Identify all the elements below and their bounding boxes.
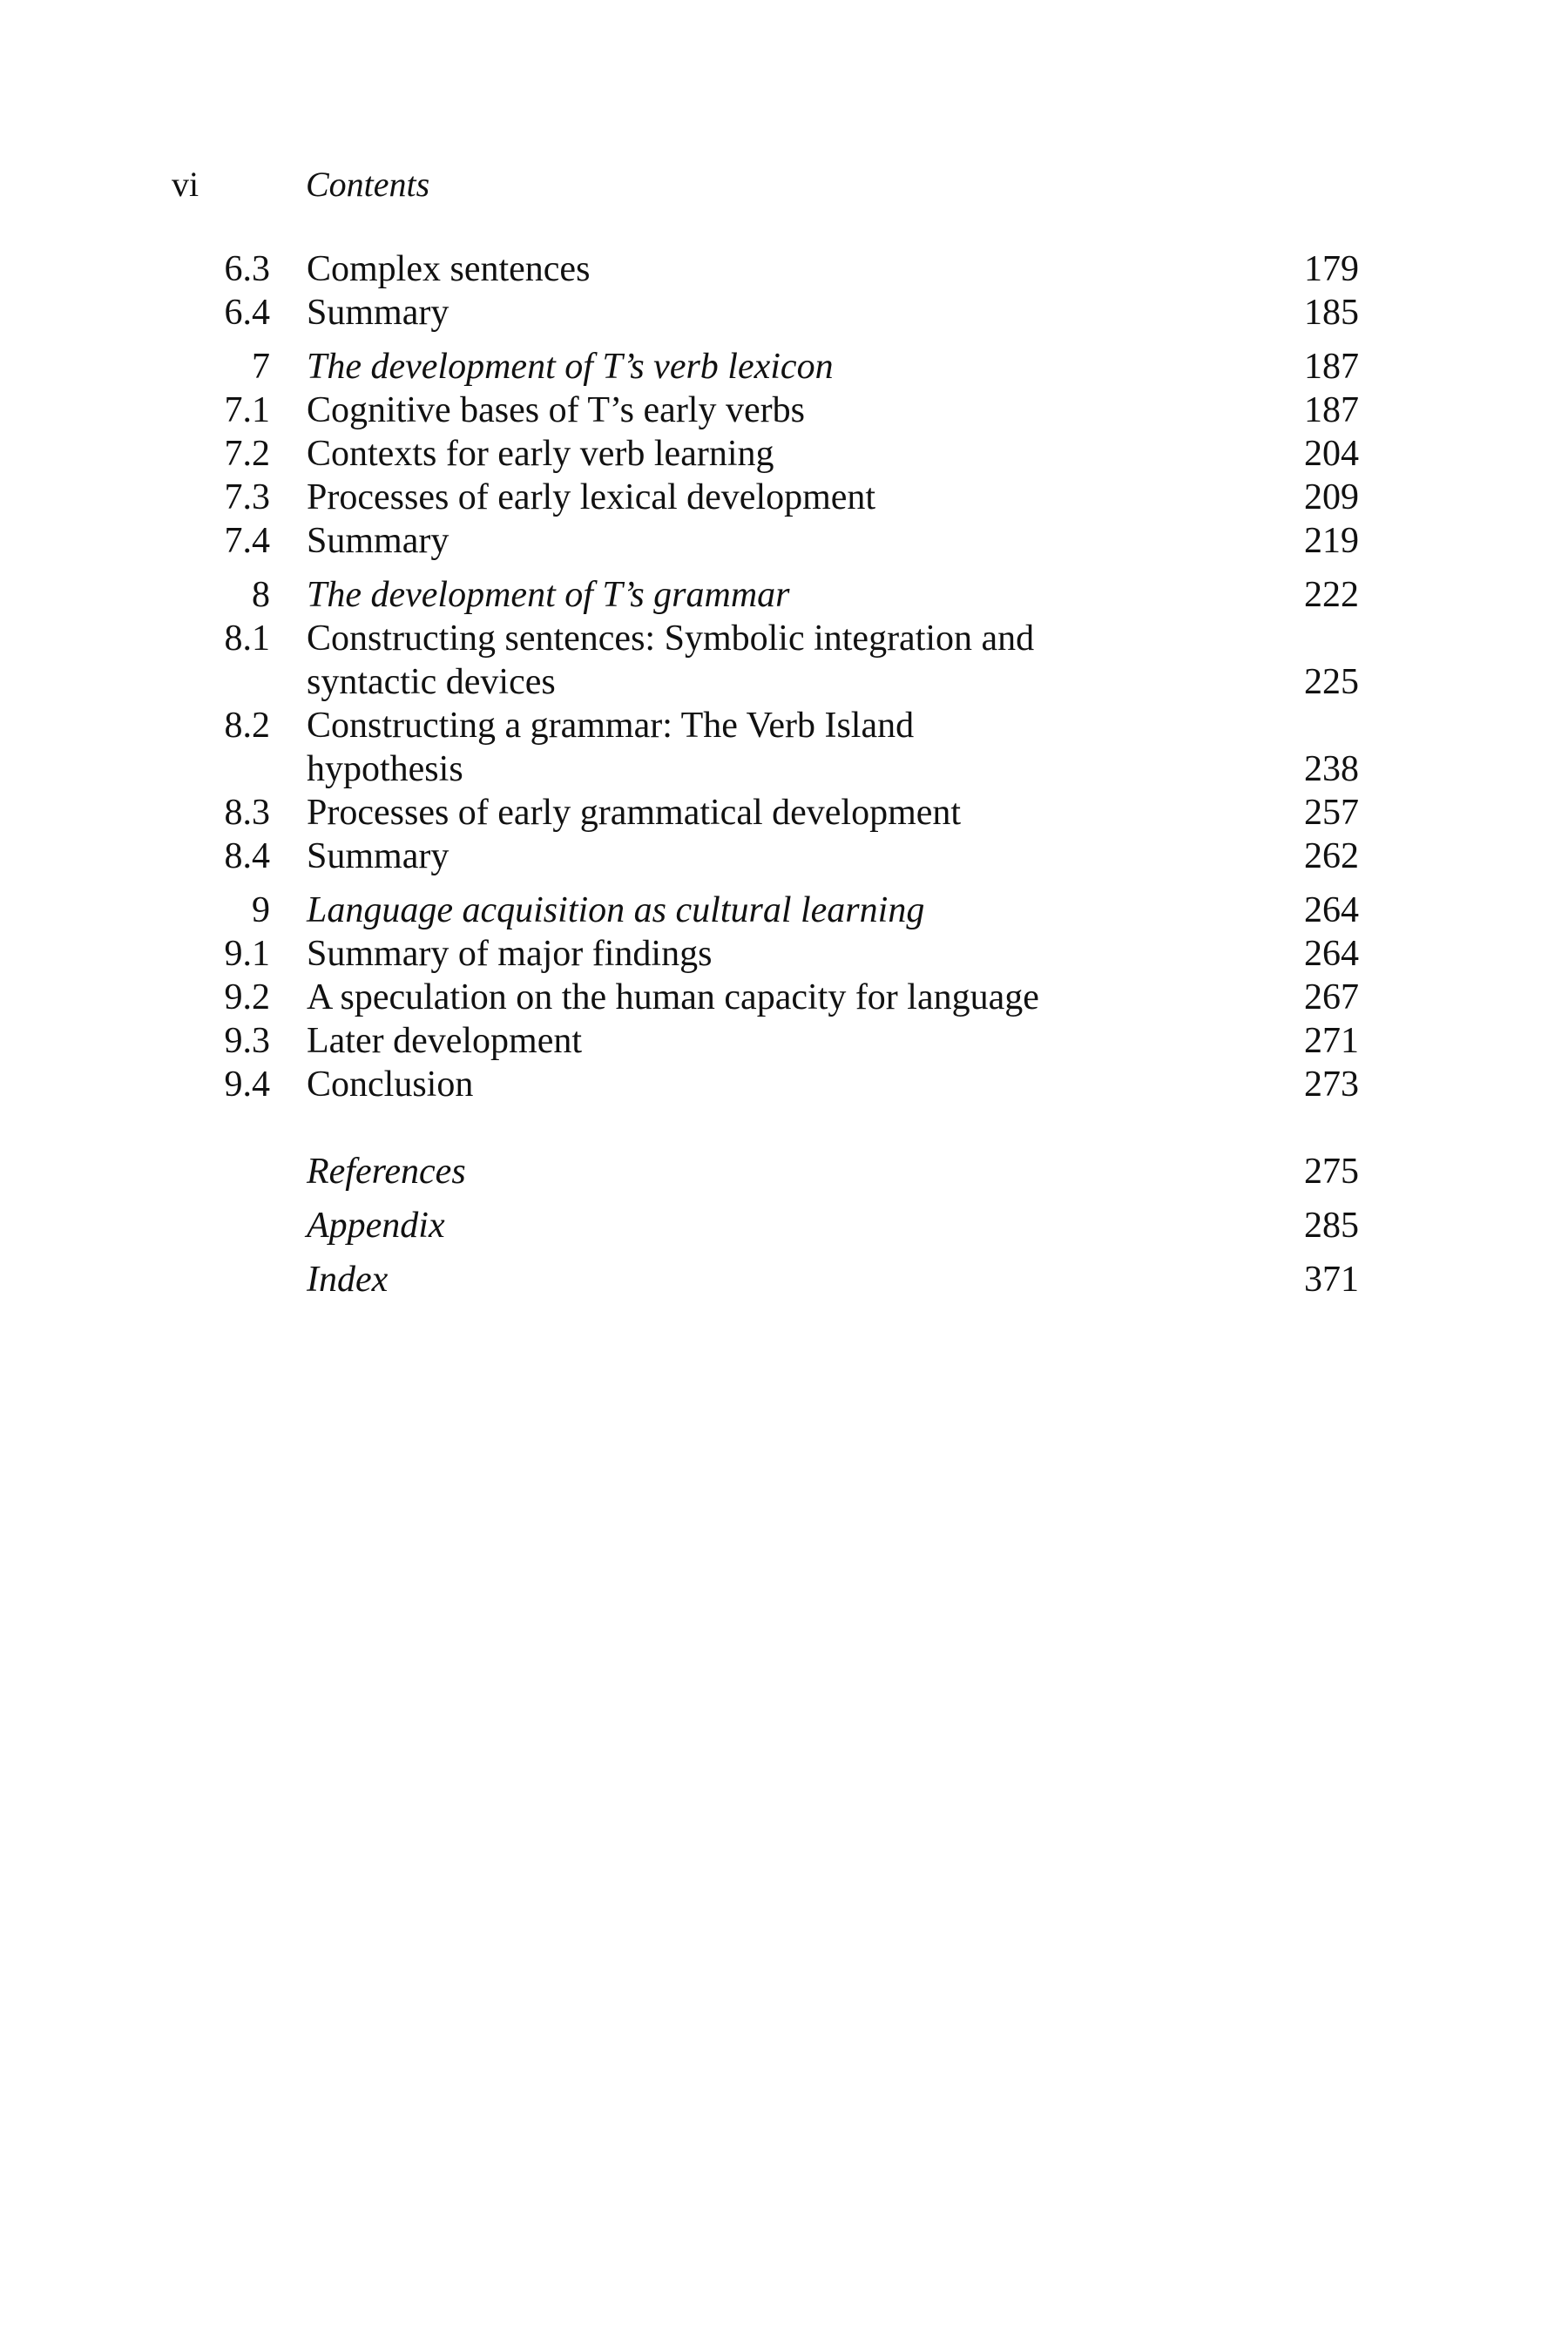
toc-references [174,1145,1359,1199]
section-number: 6.4 [224,293,270,333]
page-number: 238 [1304,749,1359,789]
page-number: 204 [1304,434,1359,474]
page-number: 264 [1304,890,1359,930]
section-number: 8.3 [224,793,270,833]
page-number: 371 [1304,1260,1359,1300]
section-title: Summary of major findings [307,934,713,974]
chapter-number: 9 [252,890,270,930]
toc-entry-8-3 [174,791,1359,835]
section-number: 9.3 [224,1021,270,1061]
section-title: Processes of early grammatical development [307,793,962,833]
section-title: Summary [307,293,449,333]
chapter-number: 7 [252,347,270,387]
toc-entry-8-2 [174,704,1359,791]
page-number: 275 [1304,1152,1359,1192]
chapter-title: The development of T’s grammar [307,575,790,615]
page-number: 222 [1304,575,1359,615]
backmatter-title: Appendix [307,1206,445,1246]
toc-entry-9-4 [174,1063,1359,1106]
page-folio: vi [172,165,199,204]
page-number: 219 [1304,521,1359,561]
section-number: 9.4 [224,1064,270,1105]
section-title: Processes of early lexical development [307,477,876,517]
section-title: Summary [307,836,449,876]
section-number: 7.2 [224,434,270,474]
section-number: 8.4 [224,836,270,876]
toc-entry-9-2 [174,976,1359,1019]
section-title: Cognitive bases of T’s early verbs [307,390,805,430]
toc-entry-7-1 [174,389,1359,432]
toc-entry-6-4 [174,291,1359,335]
section-title: Summary [307,521,449,561]
section-number: 7.3 [224,477,270,517]
toc-appendix [174,1199,1359,1253]
section-number: 8.1 [224,618,270,659]
section-number: 7.4 [224,521,270,561]
section-number: 9.1 [224,934,270,974]
toc-chapter-9 [174,889,1359,932]
page-number: 187 [1304,390,1359,430]
chapter-title: Language acquisition as cultural learning [307,890,925,930]
page-number: 273 [1304,1064,1359,1105]
toc-entry-8-1 [174,617,1359,704]
page-number: 285 [1304,1206,1359,1246]
chapter-number: 8 [252,575,270,615]
page-number: 264 [1304,934,1359,974]
section-title: Complex sentences [307,249,591,289]
toc-index [174,1253,1359,1307]
section-title: Contexts for early verb learning [307,434,774,474]
page-number: 187 [1304,347,1359,387]
page-number: 257 [1304,793,1359,833]
backmatter-title: Index [307,1260,389,1300]
section-number: 8.2 [224,706,270,746]
running-head-title: Contents [306,165,430,204]
toc-chapter-7 [174,345,1359,389]
toc-chapter-8 [174,573,1359,617]
page-number: 262 [1304,836,1359,876]
section-title: Later development [307,1021,583,1061]
chapter-title: The development of T’s verb lexicon [307,347,834,387]
table-of-contents [174,247,1359,1307]
toc-entry-7-3 [174,476,1359,519]
page-number: 271 [1304,1021,1359,1061]
toc-entry-6-3 [174,247,1359,291]
section-title: Constructing sentences: Symbolic integration and syntactic devices [307,618,1035,702]
page-number: 179 [1304,249,1359,289]
page-number: 185 [1304,293,1359,333]
toc-entry-8-4 [174,835,1359,878]
section-title: Constructing a grammar: The Verb Island hypothesis [307,706,915,789]
backmatter-title: References [307,1152,466,1192]
toc-entry-9-1 [174,932,1359,976]
toc-entry-9-3 [174,1019,1359,1063]
page-number: 225 [1304,662,1359,702]
section-number: 6.3 [224,249,270,289]
page-number: 209 [1304,477,1359,517]
section-title: Conclusion [307,1064,474,1105]
page-number: 267 [1304,977,1359,1017]
toc-entry-7-2 [174,432,1359,476]
toc-entry-7-4 [174,519,1359,563]
section-title: A speculation on the human capacity for language [307,977,1039,1017]
section-number: 7.1 [224,390,270,430]
section-number: 9.2 [224,977,270,1017]
